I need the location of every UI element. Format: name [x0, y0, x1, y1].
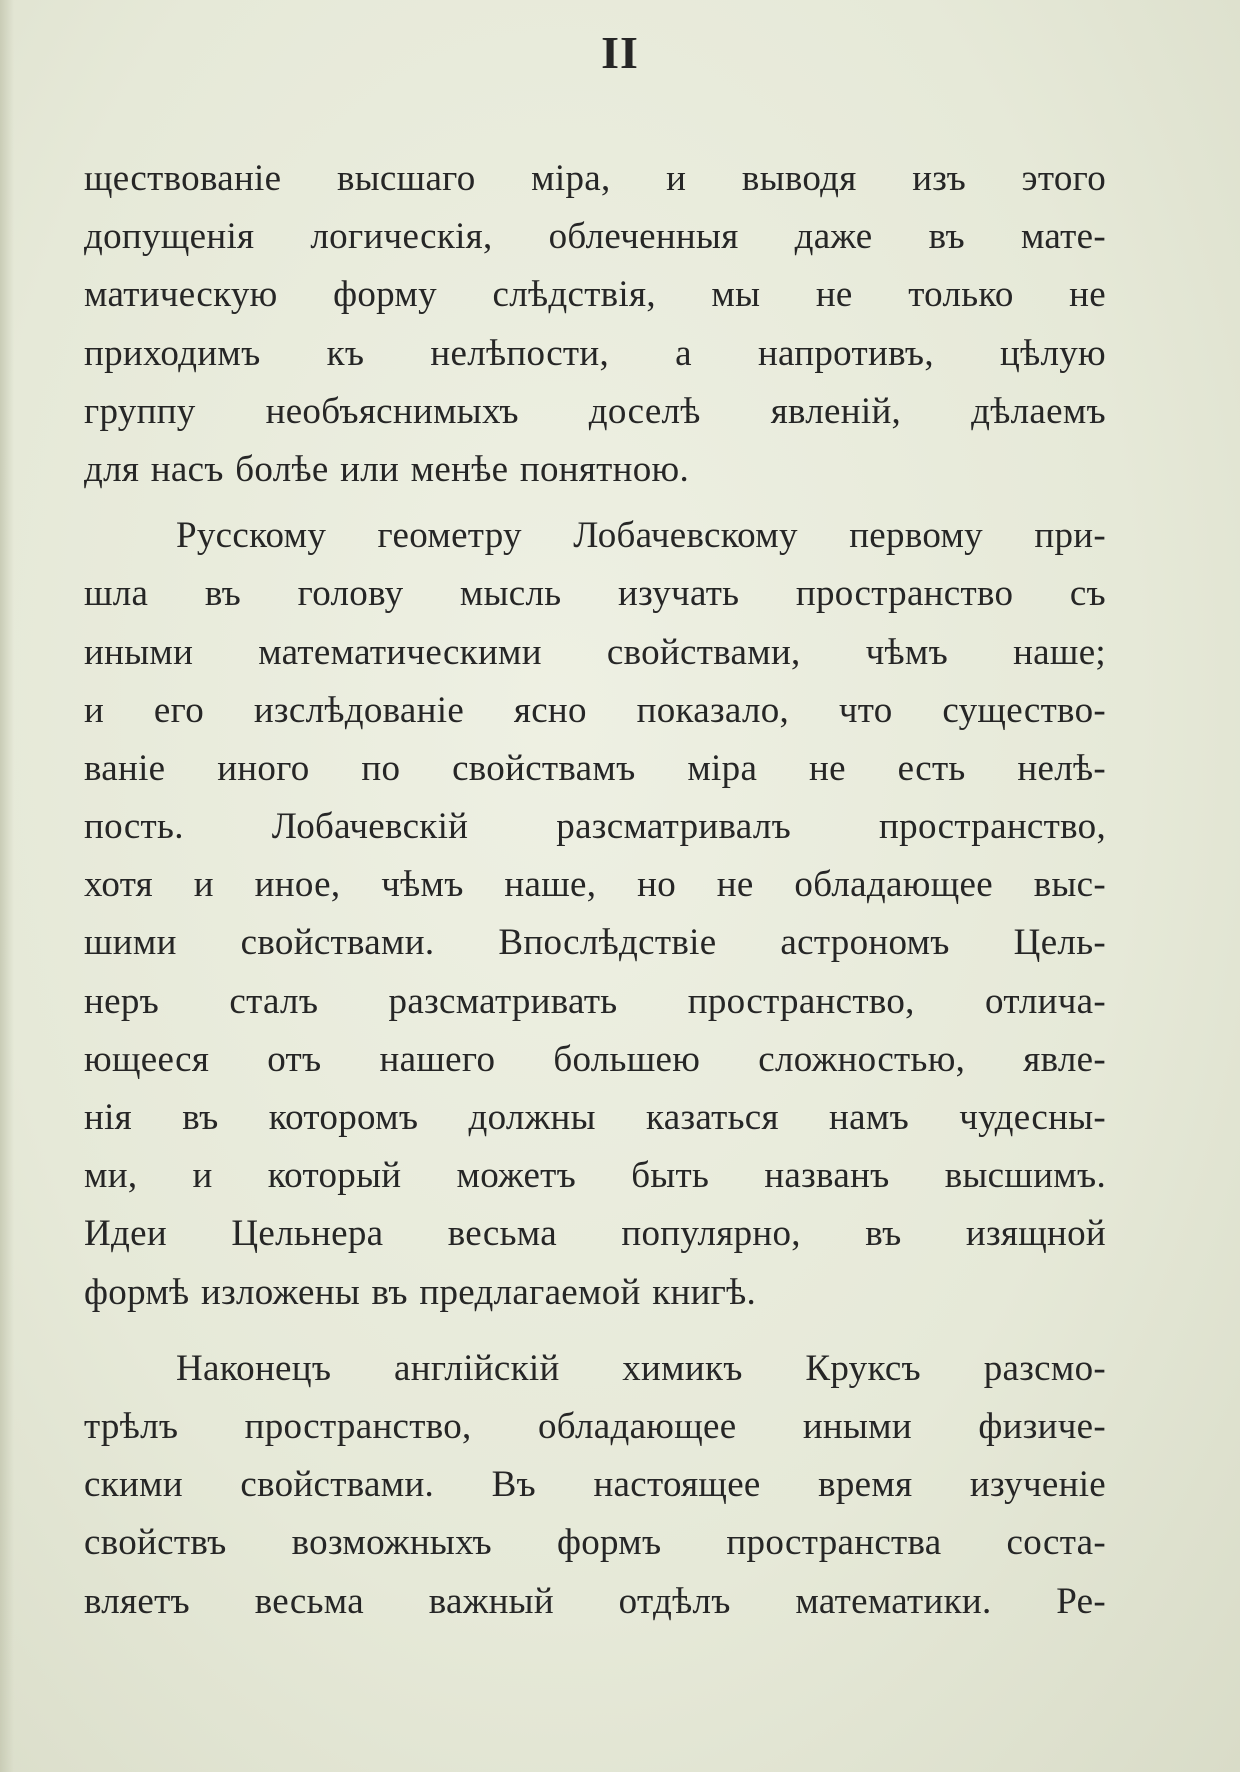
text-line: допущенія логическія, облеченныя даже въ мате-	[84, 216, 1106, 258]
paragraph-1	[84, 150, 1106, 499]
text-line: трѣлъ пространство, обладающее иными физиче-	[84, 1405, 1106, 1447]
text-line: Русскому геометру Лобачевскому первому при-	[176, 515, 1106, 557]
page-number: II	[601, 27, 639, 78]
text-line: хотя и иное, чѣмъ наше, но не обладающее выс-	[84, 864, 1106, 906]
text-line: ми, и который можетъ быть названъ высшимъ.	[84, 1155, 1106, 1197]
text-line: свойствъ возможныхъ формъ пространства соста-	[84, 1522, 1106, 1564]
text-line: для насъ болѣе или менѣе понятною.	[84, 448, 690, 490]
text-line: и его изслѣдованіе ясно показало, что существо-	[84, 689, 1106, 731]
paragraph-3	[84, 1340, 1106, 1631]
text-line: нія въ которомъ должны казаться намъ чудесны-	[84, 1097, 1106, 1138]
text-line: неръ сталъ разсматривать пространство, отлича-	[84, 980, 1106, 1022]
text-line: шла въ голову мысль изучать пространство съ	[84, 573, 1106, 615]
text-line: приходимъ къ нелѣпости, а напротивъ, цѣлую	[84, 332, 1106, 374]
page-gutter-shadow	[0, 0, 14, 1772]
text-line: шими свойствами. Впослѣдствіе астрономъ Цель-	[84, 922, 1106, 964]
text-line: формѣ изложены въ предлагаемой книгѣ.	[84, 1271, 757, 1313]
text-line: вляетъ весьма важный отдѣлъ математики. Ре-	[84, 1580, 1106, 1622]
text-line: ющееся отъ нашего большею сложностью, явле-	[84, 1038, 1106, 1080]
text-line: иными математическими свойствами, чѣмъ наше;	[84, 631, 1106, 673]
text-line: пость. Лобачевскій разсматривалъ пространство,	[84, 806, 1106, 848]
text-line: группу необъяснимыхъ доселѣ явленій, дѣлаемъ	[84, 390, 1106, 432]
text-line: Идеи Цельнера весьма популярно, въ изящной	[84, 1213, 1106, 1255]
text-line: ществованіе высшаго міра, и выводя изъ этого	[84, 158, 1106, 199]
paragraph-2	[84, 507, 1106, 1322]
text-line: ваніе иного по свойствамъ міра не есть нелѣ-	[84, 747, 1106, 789]
text-line: Наконецъ англійскій химикъ Круксъ разсмо-	[176, 1347, 1106, 1389]
text-line: матическую форму слѣдствія, мы не только не	[84, 274, 1106, 316]
body-text	[84, 150, 1106, 1631]
text-line: скими свойствами. Въ настоящее время изученіе	[84, 1464, 1106, 1506]
